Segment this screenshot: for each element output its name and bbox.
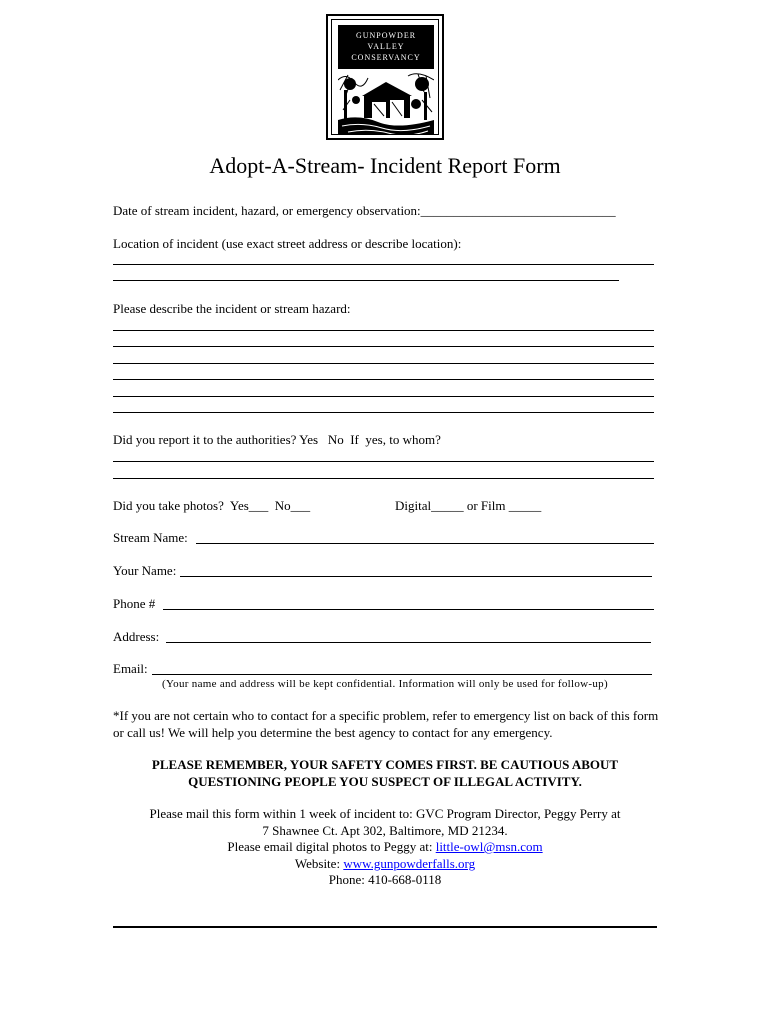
phone-label: Phone # [113,596,159,611]
email-prefix: Please email digital photos to Peggy at: [227,839,436,854]
describe-line-2[interactable] [113,346,654,347]
your-name-label: Your Name: [113,563,177,578]
address-label: Address: [113,629,163,644]
phone-contact: Phone: 410-668-0118 [328,872,442,887]
incident-date-field[interactable]: Date of stream incident, hazard, or emergency observation:______________________________ [113,203,616,218]
reported-line-1[interactable] [113,461,654,462]
email-label: Email: [113,661,151,676]
stream-name-label: Stream Name: [113,530,191,545]
website-prefix: Website: [294,856,344,871]
describe-line-4[interactable] [113,379,654,380]
phone-line[interactable] [163,609,654,610]
conservancy-logo [326,14,444,140]
location-line-1[interactable] [113,264,654,265]
page-title: Adopt-A-Stream- Incident Report Form [209,153,561,178]
digital-or-film-field[interactable]: Digital_____ or Film _____ [395,498,542,513]
reported-line-2[interactable] [113,478,654,479]
stream-name-line[interactable] [196,543,654,544]
email-line[interactable] [152,674,652,675]
safety-warning-line-2: QUESTIONING PEOPLE YOU SUSPECT OF ILLEGAL ACTIVITY. [188,774,582,789]
describe-line-3[interactable] [113,363,654,364]
email-link[interactable]: little-owl@msn.com [435,839,543,854]
confidential-note: (Your name and address will be kept confidential. Information will only be used for follow-up) [162,678,608,690]
describe-line-5[interactable] [113,396,654,397]
logo-line-1: GUNPOWDER [355,31,417,40]
covered-bridge-illustration [338,70,434,135]
describe-label: Please describe the incident or stream hazard: [113,301,351,316]
logo-banner [338,25,434,69]
email-instructions [0,839,770,856]
describe-line-1[interactable] [113,330,654,331]
reported-question: Did you report it to the authorities? Yes No If yes, to whom? [113,432,441,447]
website-line [0,856,770,873]
location-line-2[interactable] [113,280,619,281]
your-name-line[interactable] [180,576,652,577]
describe-line-6[interactable] [113,412,654,413]
address-line[interactable] [166,642,651,643]
photos-question[interactable]: Did you take photos? Yes___ No___ [113,498,311,513]
footer-divider [113,926,657,928]
logo-line-3: CONSERVANCY [351,53,421,62]
logo-line-2: VALLEY [367,42,405,51]
safety-warning-line-1: PLEASE REMEMBER, YOUR SAFETY COMES FIRST. BE CAUTIOUS ABOUT [151,757,619,772]
website-link[interactable]: www.gunpowderfalls.org [343,856,476,871]
mail-instructions-line-2: 7 Shawnee Ct. Apt 302, Baltimore, MD 21234. [262,823,508,838]
location-label: Location of incident (use exact street address or describe location): [113,236,462,251]
uncertain-contact-note: *If you are not certain who to contact for a specific problem, refer to emergency list on back of this form or call us! We will help you determine the best agency to contact for any emergency. [113,708,659,740]
mail-instructions-line-1: Please mail this form within 1 week of incident to: GVC Program Director, Peggy Perry at [149,806,621,821]
